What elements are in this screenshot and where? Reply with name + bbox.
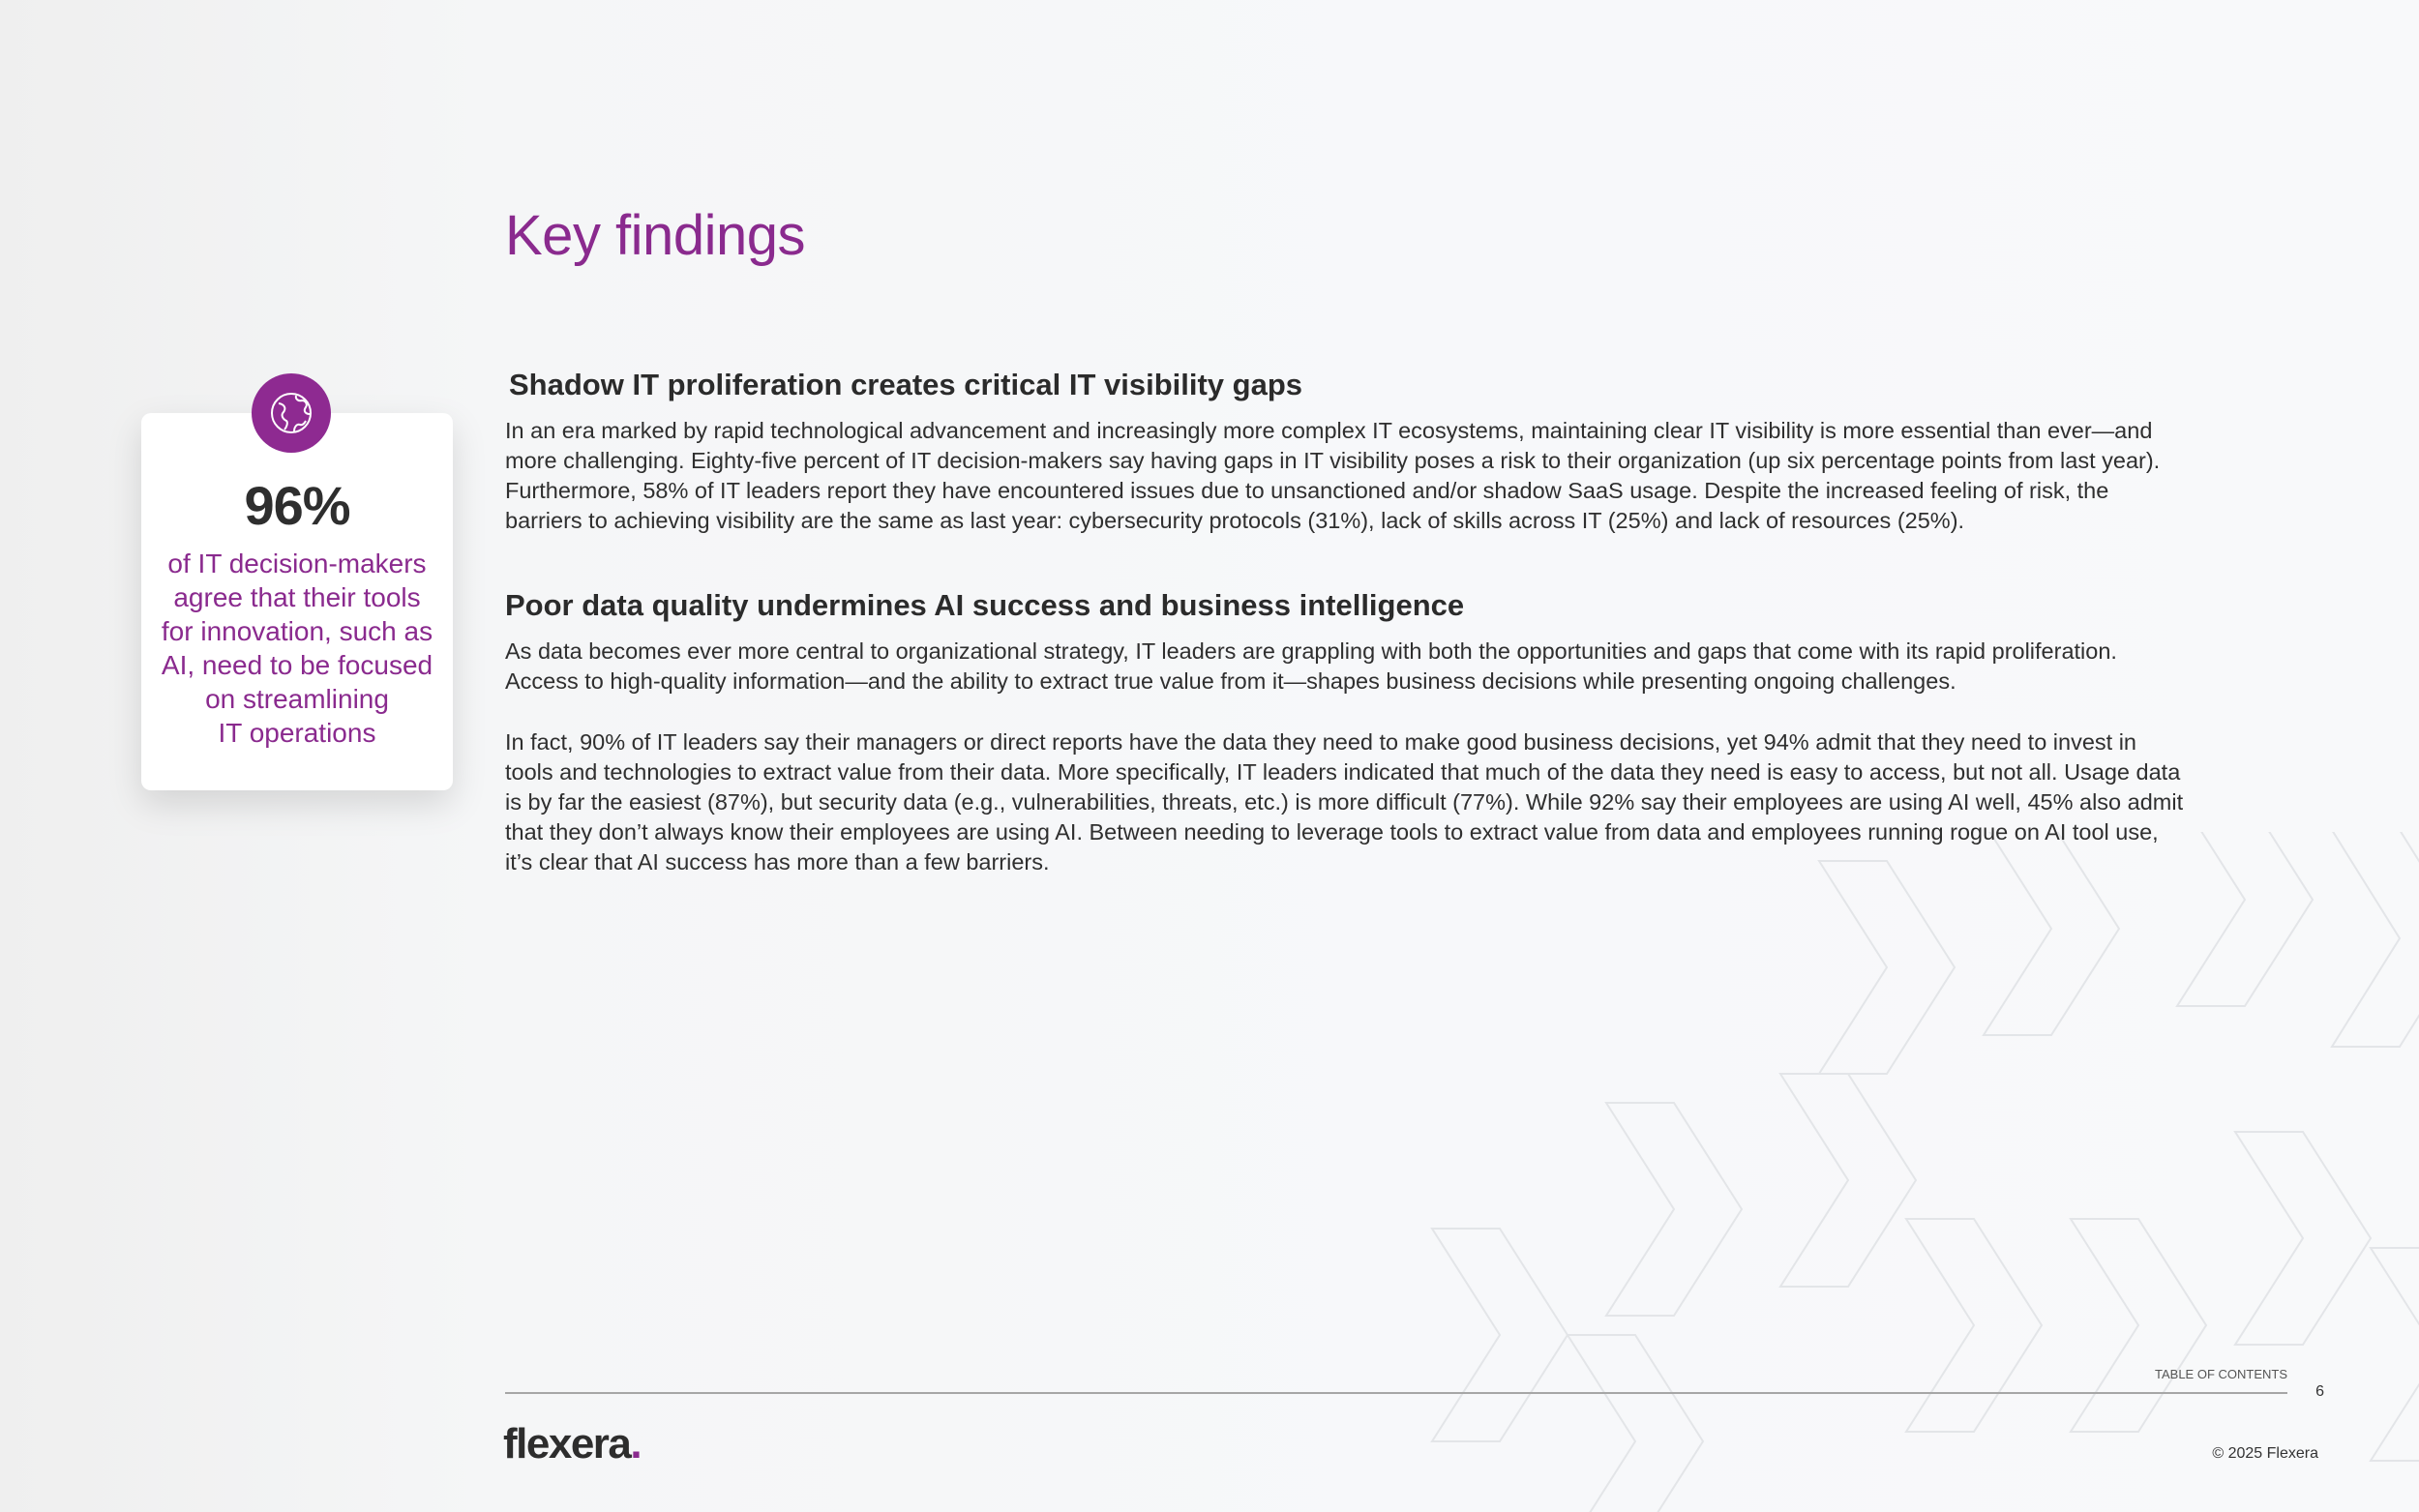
page-title: Key findings [505, 204, 805, 267]
section-paragraph: In an era marked by rapid technological advancement and increasingly more complex IT ecosystems, maintaining clear IT visibility is more essential than ever—and more challenging. Eighty-five percent of IT decision-makers say having gaps in IT visibility poses a risk to their organization (up six percentage points from last year). Furthermore, 58% of IT leaders report they have encountered issues due to unsanctioned and/or shadow SaaS usage. Despite the increased feeling of risk, the barriers to achieving visibility are the same as last year: cybersecurity protocols (31%), lack of skills across IT (25%) and lack of resources (25%). [505, 418, 2161, 533]
section-heading-shadow-it: Shadow IT proliferation creates critical IT visibility gaps [509, 368, 1303, 401]
flexera-logo [503, 1420, 641, 1468]
page-number: 6 [2315, 1383, 2324, 1400]
chevron-pattern-decoration [1403, 832, 2419, 1512]
logo-text: flexera [503, 1420, 631, 1468]
section-paragraph: As data becomes ever more central to organizational strategy, IT leaders are grappling with both the opportunities and gaps that come with its rapid proliferation. Access to high-quality information—and the ability to extract true value from it—shapes business decisions while presenting ongoing challenges. [505, 638, 2117, 694]
stat-description: of IT decision-makers agree that their tools for innovation, such as AI, need to be focused on streamlining IT operations [161, 548, 433, 748]
section-paragraph: In fact, 90% of IT leaders say their managers or direct reports have the data they need to make good business decisions, yet 94% admit that they need to invest in tools and technologies to extract value from their data. More specifically, IT leaders indicated that much of the data they need is easy to access, but not all. Usage data is by far the easiest (87%), but security data (e.g., vulnerabilities, threats, etc.) is more difficult (77%). While 92% say their employees are using AI well, 45% also admit that they don’t always know their employees are using AI. Between needing to leverage tools to extract value from data and employees running rogue on AI tool use, it’s clear that AI success has more than a few barriers. [505, 729, 2184, 875]
globe-icon [252, 373, 331, 453]
copyright: © 2025 Flexera [2212, 1445, 2318, 1462]
section-heading-data-quality: Poor data quality undermines AI success and business intelligence [505, 588, 1465, 622]
table-of-contents-link[interactable]: TABLE OF CONTENTS [2155, 1367, 2287, 1381]
stat-number: 96% [244, 475, 350, 536]
logo-dot: . [630, 1420, 642, 1468]
footer-divider [505, 1392, 2287, 1394]
